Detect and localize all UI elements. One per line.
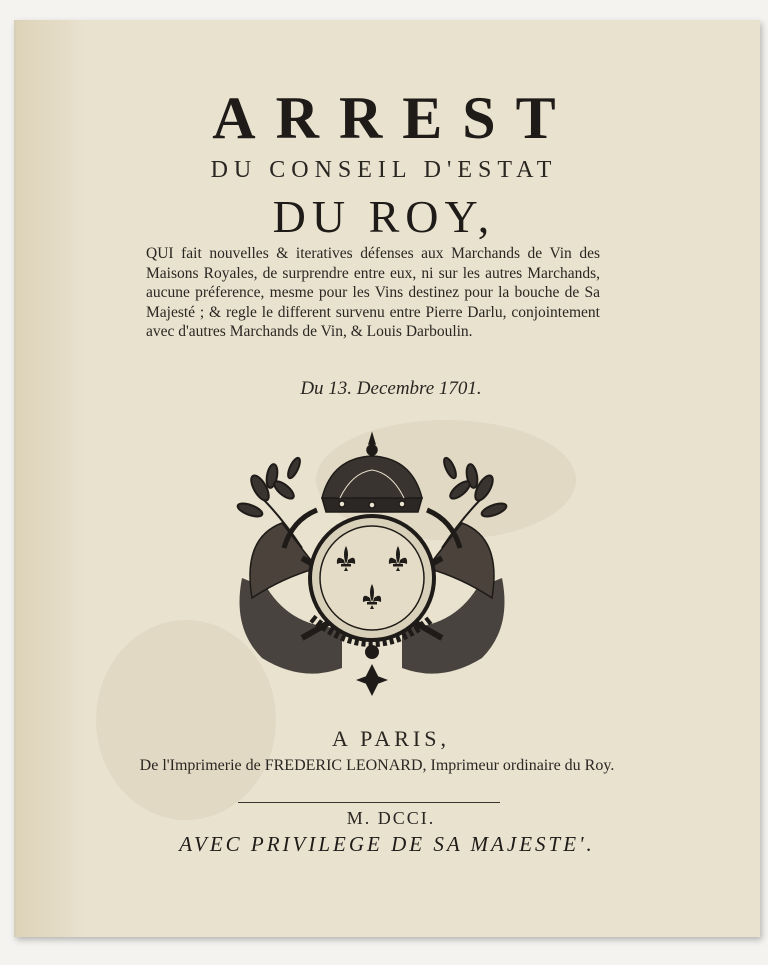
document-summary: QUI fait nouvelles & iteratives défenses aux Marchands de Vin des Maisons Royales, de surprendre entre eux, ni sur les autres Marchands, aucune préference, mesme pour les Vins destinez pour la bouche de Sa Majesté ; & regle le different survenu entre Pierre Darlu, conjointement avec d'autres Marchands de Vin, & Louis Darboulin. — [146, 245, 600, 340]
imprint-printer: De l'Imprimerie de FREDERIC LEONARD, Imprimeur ordinaire du Roy. — [139, 757, 615, 774]
divider-rule — [238, 802, 500, 803]
royal-arms-emblem-icon — [222, 428, 522, 710]
document-title: ARREST — [212, 85, 576, 151]
imprint-year: M. DCCI. — [346, 808, 436, 828]
imprint-place: A PARIS, — [331, 726, 450, 751]
document-subtitle-roy: DU ROY, — [272, 191, 496, 242]
document-subtitle: DU CONSEIL D'ESTAT — [210, 157, 558, 183]
document-date: Du 13. Decembre 1701. — [300, 378, 482, 399]
privilege-line: AVEC PRIVILEGE DE SA MAJESTE'. — [179, 832, 595, 856]
